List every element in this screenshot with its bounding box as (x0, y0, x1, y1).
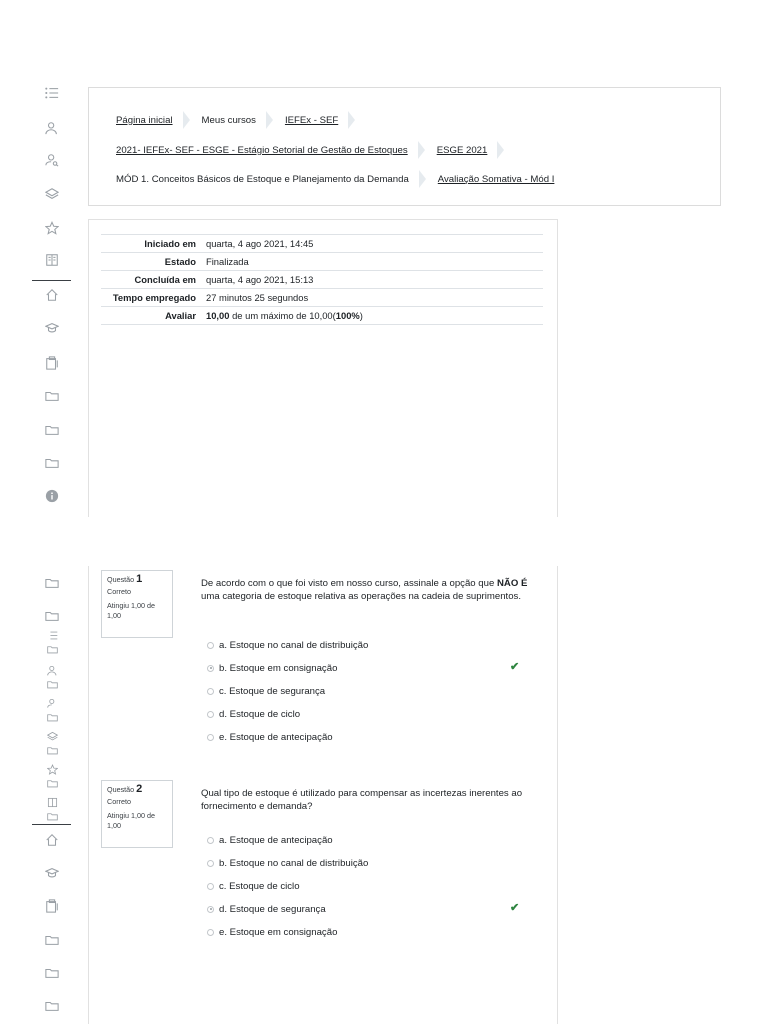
breadcrumb-separator (497, 141, 504, 159)
question-mark: Atingiu 1,00 de 1,00 (107, 601, 155, 620)
summary-row-grade (101, 307, 543, 325)
questions-panel (88, 566, 558, 1024)
breadcrumb-row-1 (116, 111, 367, 129)
summary-label: Avaliar (165, 310, 196, 321)
folder-icon[interactable] (44, 608, 60, 624)
breadcrumb-quiz-link[interactable]: Avaliação Somativa - Mód I (437, 173, 555, 185)
answer-option[interactable] (207, 833, 527, 847)
question-number-value: 1 (136, 573, 143, 585)
breadcrumb (88, 87, 721, 206)
summary-row-started (101, 235, 543, 253)
summary-value: quarta, 4 ago 2021, 14:45 (206, 238, 314, 249)
radio-button-checked[interactable] (207, 665, 214, 672)
option-label: e. Estoque de antecipação (219, 731, 333, 743)
question-text-part: De acordo com o que foi visto em nosso curso, assinale a opção que (201, 578, 497, 589)
summary-label: Tempo empregado (112, 292, 196, 303)
answer-option[interactable] (207, 638, 527, 652)
folder-icon[interactable] (44, 965, 60, 981)
folder-icon[interactable] (44, 388, 60, 404)
folder-icon[interactable] (44, 808, 60, 824)
option-label: b. Estoque em consignação (219, 662, 338, 674)
breadcrumb-separator (348, 111, 355, 129)
summary-value: Finalizada (206, 256, 249, 267)
breadcrumb-separator (419, 170, 426, 188)
breadcrumb-row-3 (116, 170, 554, 188)
question-number-value: 2 (136, 783, 143, 795)
answer-option-selected[interactable] (207, 661, 527, 675)
user-search-icon[interactable] (44, 152, 60, 168)
question-number (107, 574, 167, 585)
question-text-part: uma categoria de estoque relativa as operações na cadeia de suprimentos. (201, 590, 521, 602)
list-icon[interactable] (44, 85, 60, 101)
summary-label: Concluída em (134, 274, 196, 285)
question-mark: Atingiu 1,00 de 1,00 (107, 811, 155, 830)
question-text-emphasis: NÃO É (496, 578, 528, 589)
grade-value: 10,00 (206, 310, 230, 321)
question-text (201, 578, 531, 603)
summary-label: Iniciado em (144, 238, 196, 249)
radio-button[interactable] (207, 883, 214, 890)
radio-button-checked[interactable] (207, 906, 214, 913)
breadcrumb-course-link[interactable]: 2021- IEFEx- SEF - ESGE - Estágio Setorial de Gestão de Estoques (116, 144, 408, 156)
radio-button[interactable] (207, 860, 214, 867)
radio-button[interactable] (207, 734, 214, 741)
folder-icon[interactable] (44, 422, 60, 438)
option-label: c. Estoque de segurança (219, 685, 326, 697)
answer-option[interactable] (207, 925, 527, 939)
rail-divider (32, 824, 71, 825)
correct-check-icon: ✔ (510, 661, 520, 673)
breadcrumb-separator (183, 111, 190, 129)
grade-end: ) (359, 310, 363, 321)
radio-button[interactable] (207, 837, 214, 844)
question-prefix: Questão (107, 575, 135, 584)
option-label: c. Estoque de ciclo (219, 880, 300, 892)
breadcrumb-home-link[interactable]: Página inicial (116, 114, 173, 126)
breadcrumb-category-link[interactable]: IEFEx - SEF (284, 114, 339, 126)
rail-divider (32, 280, 71, 281)
question-status: Correto (107, 797, 131, 806)
folder-icon[interactable] (44, 455, 60, 471)
radio-button[interactable] (207, 688, 214, 695)
option-label: d. Estoque de segurança (219, 903, 326, 915)
radio-button[interactable] (207, 642, 214, 649)
folder-icon[interactable] (44, 775, 60, 791)
breadcrumb-separator (418, 141, 425, 159)
question-prefix: Questão (107, 785, 135, 794)
answer-option[interactable] (207, 856, 527, 870)
layers-icon[interactable] (44, 186, 60, 202)
users-icon[interactable] (44, 120, 60, 136)
folder-icon[interactable] (44, 709, 60, 725)
summary-grade (201, 307, 543, 325)
answer-option[interactable] (207, 879, 527, 893)
breadcrumb-row-2 (116, 141, 516, 159)
question-number (107, 784, 167, 795)
attempt-summary-table (101, 234, 543, 325)
info-icon[interactable] (44, 488, 60, 504)
grade-max: de um máximo de 10,00( (229, 310, 336, 321)
summary-row-state (101, 253, 543, 271)
folder-icon[interactable] (44, 575, 60, 591)
folder-icon[interactable] (44, 932, 60, 948)
question-status: Correto (107, 587, 131, 596)
breadcrumb-edition-link[interactable]: ESGE 2021 (436, 144, 488, 156)
summary-row-completed (101, 271, 543, 289)
correct-check-icon: ✔ (510, 902, 520, 914)
answer-option[interactable] (207, 730, 527, 744)
answer-option[interactable] (207, 707, 527, 721)
folder-icon[interactable] (44, 676, 60, 692)
summary-value: quarta, 4 ago 2021, 15:13 (206, 274, 314, 285)
option-label: a. Estoque no canal de distribuição (219, 639, 369, 651)
folder-icon[interactable] (44, 742, 60, 758)
answer-option-selected[interactable] (207, 902, 527, 916)
folder-icon[interactable] (44, 641, 60, 657)
question-info (101, 780, 173, 848)
clipboard-icon[interactable] (44, 898, 60, 914)
question-text-part: Qual tipo de estoque é utilizado para compensar as incertezas inerentes ao fornecimento e demanda? (201, 788, 523, 812)
folder-icon[interactable] (44, 998, 60, 1014)
home-icon[interactable] (44, 832, 60, 848)
clipboard-icon[interactable] (44, 355, 60, 371)
star-icon[interactable] (44, 220, 60, 236)
graduation-cap-icon[interactable] (44, 320, 60, 336)
home-icon[interactable] (44, 287, 60, 303)
breadcrumb-my-courses: Meus cursos (201, 114, 256, 126)
breadcrumb-module: MÓD 1. Conceitos Básicos de Estoque e Planejamento da Demanda (116, 173, 409, 185)
question-text (201, 788, 531, 813)
summary-value: 27 minutos 25 segundos (206, 292, 309, 303)
breadcrumb-separator (266, 111, 273, 129)
question-info (101, 570, 173, 638)
attempt-summary (88, 219, 558, 517)
summary-label: Estado (164, 256, 196, 267)
option-label: b. Estoque no canal de distribuição (219, 857, 369, 869)
grade-percent: 100% (335, 310, 360, 321)
option-label: a. Estoque de antecipação (219, 834, 333, 846)
radio-button[interactable] (207, 711, 214, 718)
answer-option[interactable] (207, 684, 527, 698)
book-icon[interactable] (44, 252, 60, 268)
option-label: e. Estoque em consignação (219, 926, 338, 938)
summary-row-time-taken (101, 289, 543, 307)
option-label: d. Estoque de ciclo (219, 708, 301, 720)
radio-button[interactable] (207, 929, 214, 936)
graduation-cap-icon[interactable] (44, 865, 60, 881)
